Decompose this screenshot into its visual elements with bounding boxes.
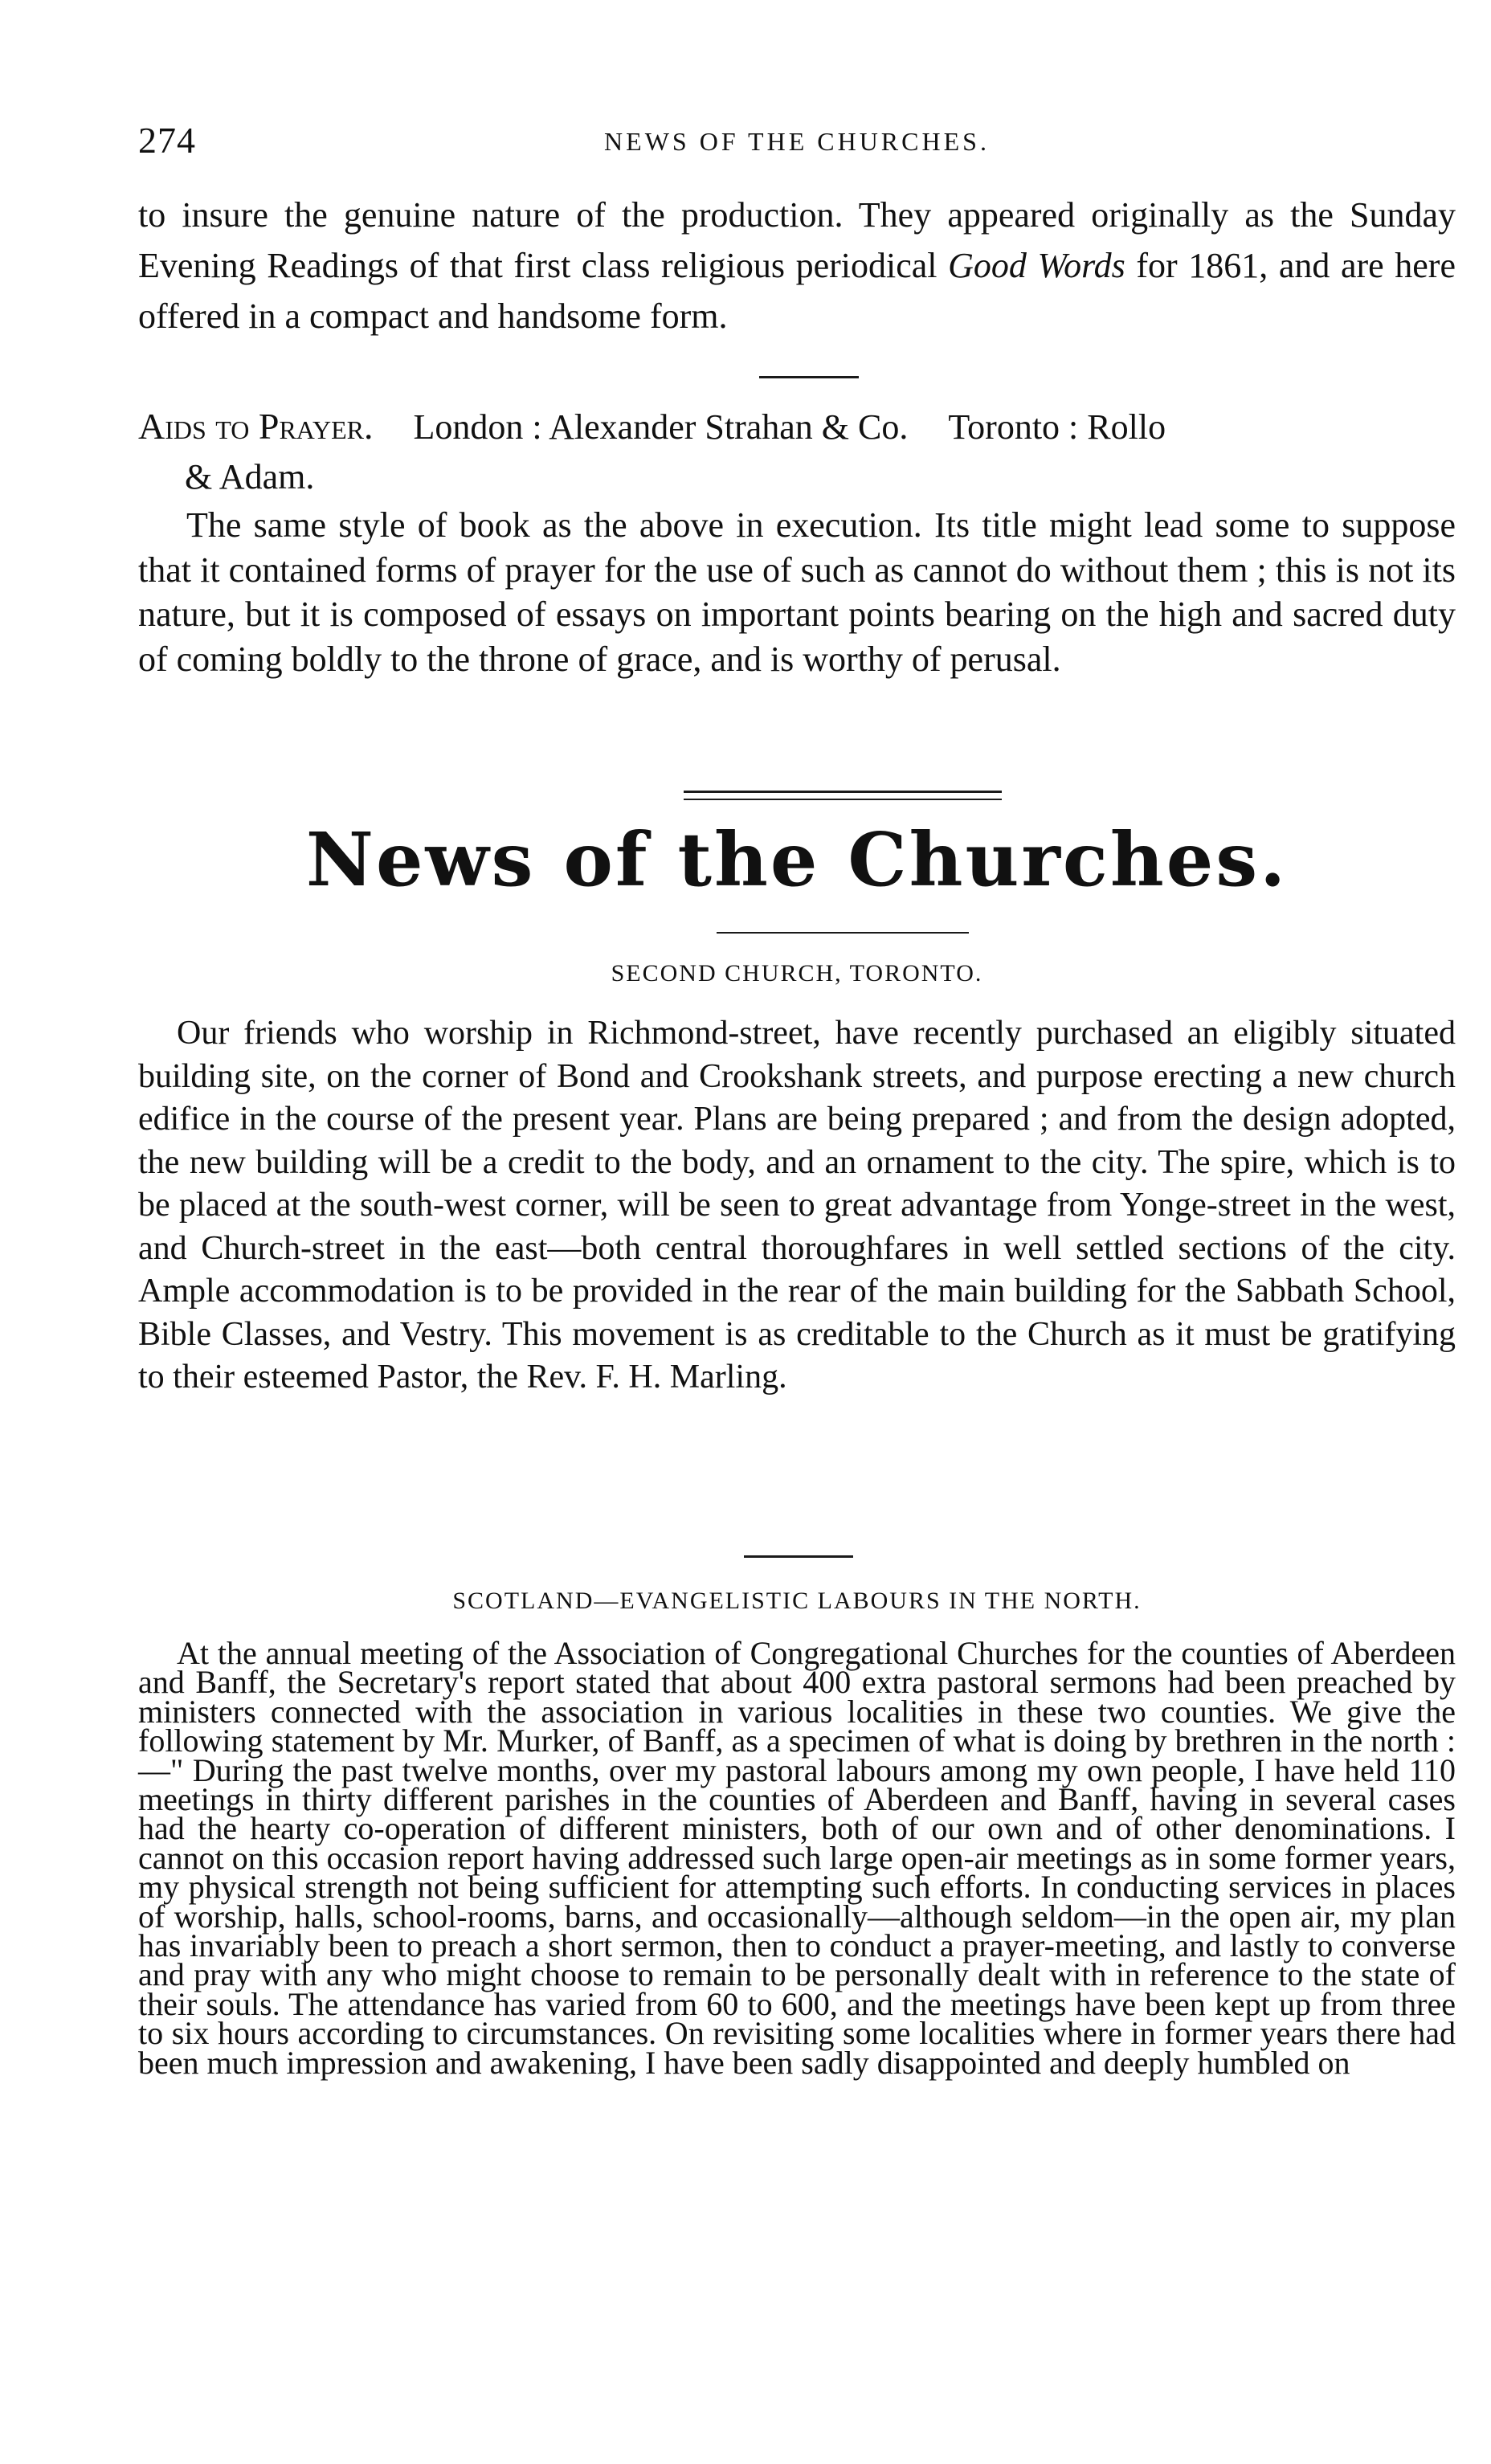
continuation-text-start: to insure the genuine nature of the production. They appeared originally as the Sunday Evening Readings of that first class religious periodical	[138, 195, 1456, 285]
heading-underline	[717, 932, 969, 934]
article-subheading: SECOND CHURCH, TORONTO.	[611, 960, 983, 987]
section-heading: News of the Churches.	[305, 816, 1289, 903]
book-review-paragraph: The same style of book as the above in execution. Its title might lead some to suppose that it contained forms of prayer for the use of such as cannot do without them ; this is not its nature, but it is composed of essays on important points bearing on the high and sacred duty of coming boldly to the throne of grace, and is worthy of perusal.	[138, 505, 1456, 679]
book-title: Aids to Prayer.	[138, 406, 374, 447]
book-publisher: London : Alexander Strahan & Co.	[413, 407, 909, 447]
double-rule-bottom	[684, 799, 1002, 800]
book-agent-continued: & Adam.	[185, 457, 315, 496]
book-notice-heading	[138, 402, 1456, 502]
article-paragraph: At the annual meeting of the Association of Congregational Churches for the counties of Aberdeen and Banff, the Secretary's report stated that about 400 extra pastoral sermons had been preached by ministers connected with the association in various localities in these two counties. We give the following statement by Mr. Murker, of Banff, as a specimen of what is doing by brethren in the north : —" During the past twelve months, over my pastoral labours among my own people, I have held 110 meetings in thirty different parishes in the counties of Aberdeen and Banff, having in several cases had the hearty co-operation of different ministers, both of our own and of other denominations. I cannot on this occasion report having addressed such large open-air meetings as in some former years, my physical strength not being sufficient for attempting such efforts. In conducting services in places of worship, halls, school-rooms, barns, and occasionally—although seldom—in the open air, my plan has invariably been to preach a short sermon, then to conduct a prayer-meeting, and lastly to converse and pray with any who might choose to remain to be personally dealt with in reference to the state of their souls. The attendance has varied from 60 to 600, and the meetings have been kept up from three to six hours according to circumstances. On revisiting some localities where in former years there had been much impression and awakening, I have been sadly disappointed and deeply humbled on	[138, 1635, 1456, 2081]
continuation-paragraph	[138, 190, 1456, 341]
article-paragraph: Our friends who worship in Richmond-street, have recently purchased an eligibly situated building site, on the corner of Bond and Crookshank streets, and purpose erecting a new church edifice in the course of the present year. Plans are being prepared ; and from the design adopted, the new building will be a credit to the body, and an ornament to the city. The spire, which is to be placed at the south-west corner, will be seen to great advantage from Yonge-street in the west, and Church-street in the east—both central thoroughfares in well settled sections of the city. Ample accommodation is to be provided in the rear of the main building for the Sabbath School, Bible Classes, and Vestry. This movement is as creditable to the Church as it must be gratifying to their esteemed Pastor, the Rev. F. H. Marling.	[138, 1015, 1456, 1395]
double-rule-top	[684, 791, 1002, 793]
article-subheading: SCOTLAND—EVANGELISTIC LABOURS IN THE NORTH.	[452, 1588, 1142, 1614]
book-agent: Toronto : Rollo	[948, 407, 1166, 447]
continuation-text-end: for 1861, and are here offered in a compact and handsome form.	[138, 246, 1456, 336]
short-rule-1	[759, 376, 859, 378]
page-number: 274	[138, 120, 196, 161]
periodical-title: Good Words	[948, 246, 1125, 285]
running-title: NEWS OF THE CHURCHES.	[604, 127, 990, 156]
short-rule-2	[744, 1555, 853, 1558]
running-head	[138, 119, 1456, 167]
